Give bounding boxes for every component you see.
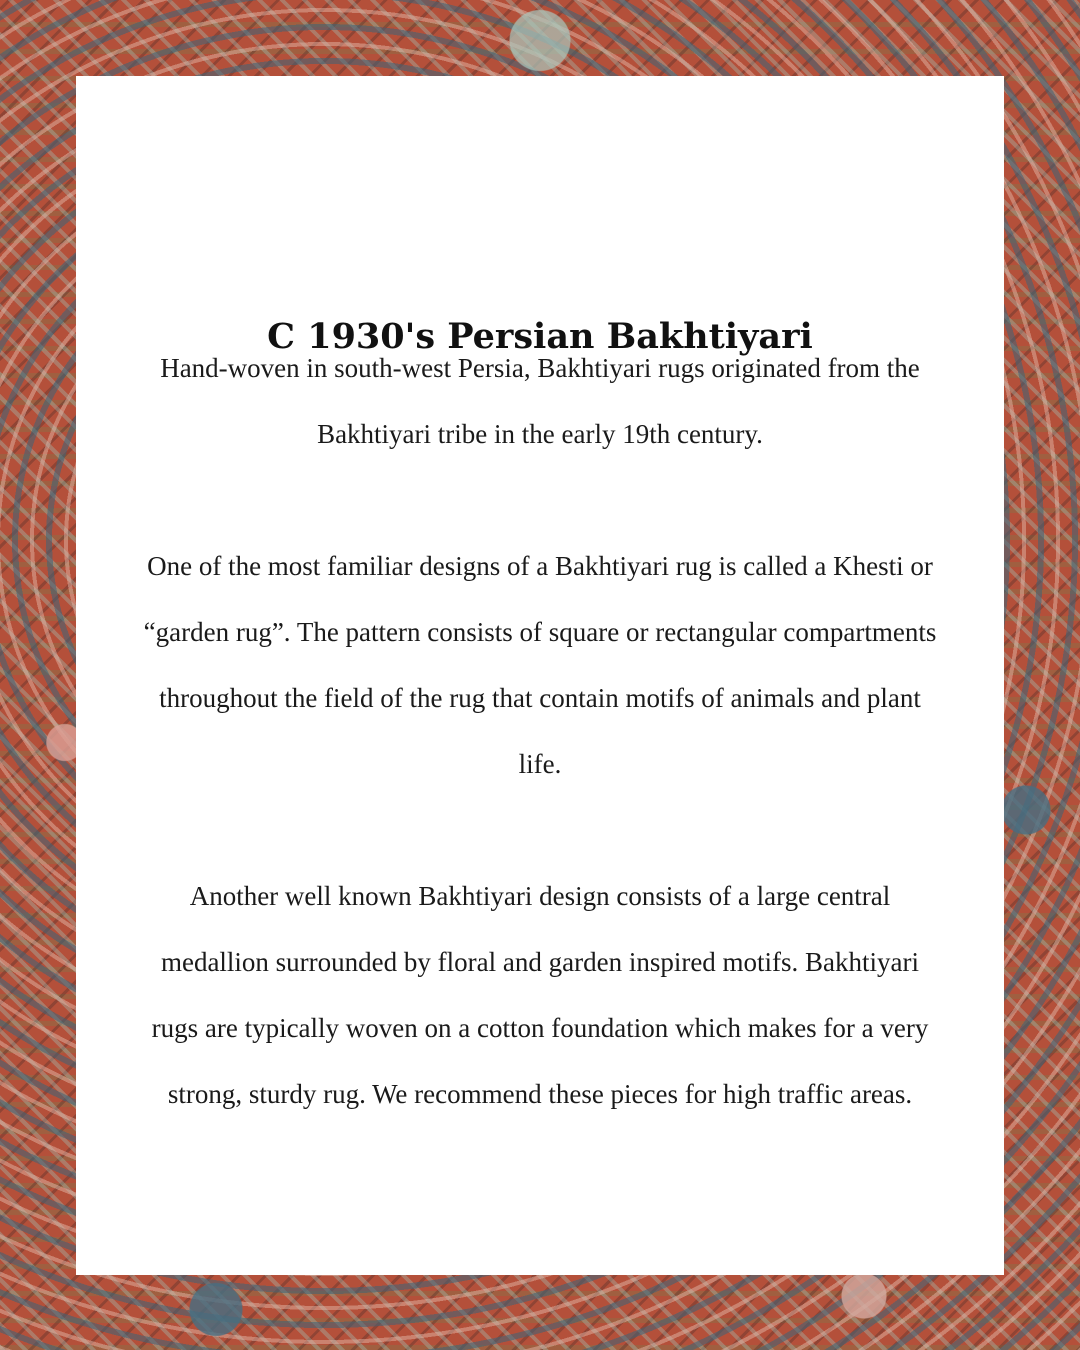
intro-paragraph: Hand-woven in south-west Persia, Bakhtiyari rugs originated from the Bakhtiyari tribe in the early 19th century.	[160, 353, 920, 449]
medallion-paragraph: Another well known Bakhtiyari design consists of a large central medallion surrounded by floral and garden inspired motifs. Bakhtiyari rugs are typically woven on a cotton foundation which makes for a very strong, sturdy rug. We recommend these pieces for high traffic areas.	[151, 881, 929, 1109]
garden-rug-paragraph: One of the most familiar designs of a Bakhtiyari rug is called a Khesti or “garden rug”. The pattern consists of square or rectangular compartments throughout the field of the rug that contain motifs of animals and plant life.	[143, 551, 937, 779]
page-title: C 1930's Persian Bakhtiyari	[267, 316, 813, 357]
text-card	[76, 76, 1004, 1275]
